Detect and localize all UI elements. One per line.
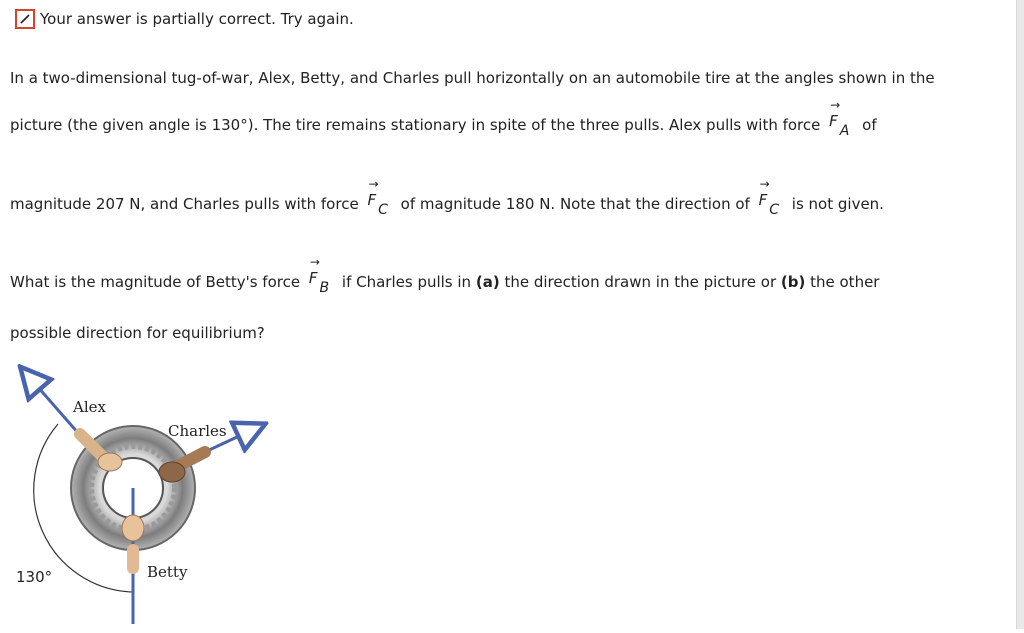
question-line-3: magnitude 207 N, and Charles pulls with force → FC of magnitude 180 N. Note that the direction of → FC is not given. <box>10 177 884 218</box>
feedback-text: Your answer is partially correct. Try again. <box>40 10 354 28</box>
question-line-1: In a two-dimensional tug-of-war, Alex, Betty, and Charles pull horizontally on an automobile tire at the angles shown in the <box>10 69 935 87</box>
force-b-symbol: → FB <box>308 255 330 296</box>
angle-label: 130° <box>16 568 53 586</box>
force-a-symbol: → FA <box>829 98 850 139</box>
tug-of-war-figure <box>0 362 280 629</box>
force-c-symbol: → FC <box>367 177 388 218</box>
scrollbar[interactable] <box>1016 0 1024 629</box>
betty-label: Betty <box>147 563 188 581</box>
charles-label: Charles <box>168 422 227 440</box>
pencil-icon <box>15 9 35 29</box>
question-line-5: possible direction for equilibrium? <box>10 324 265 342</box>
alex-label: Alex <box>73 398 106 416</box>
question-line-4: What is the magnitude of Betty's force → FB if Charles pulls in (a) the direction drawn in the picture or (b) the other <box>10 255 880 296</box>
feedback-banner <box>15 7 354 31</box>
question-line-2: picture (the given angle is 130°). The tire remains stationary in spite of the three pulls. Alex pulls with force → FA of <box>10 98 877 139</box>
tire-diagram <box>0 362 280 629</box>
force-c-symbol: → FC <box>758 177 780 218</box>
